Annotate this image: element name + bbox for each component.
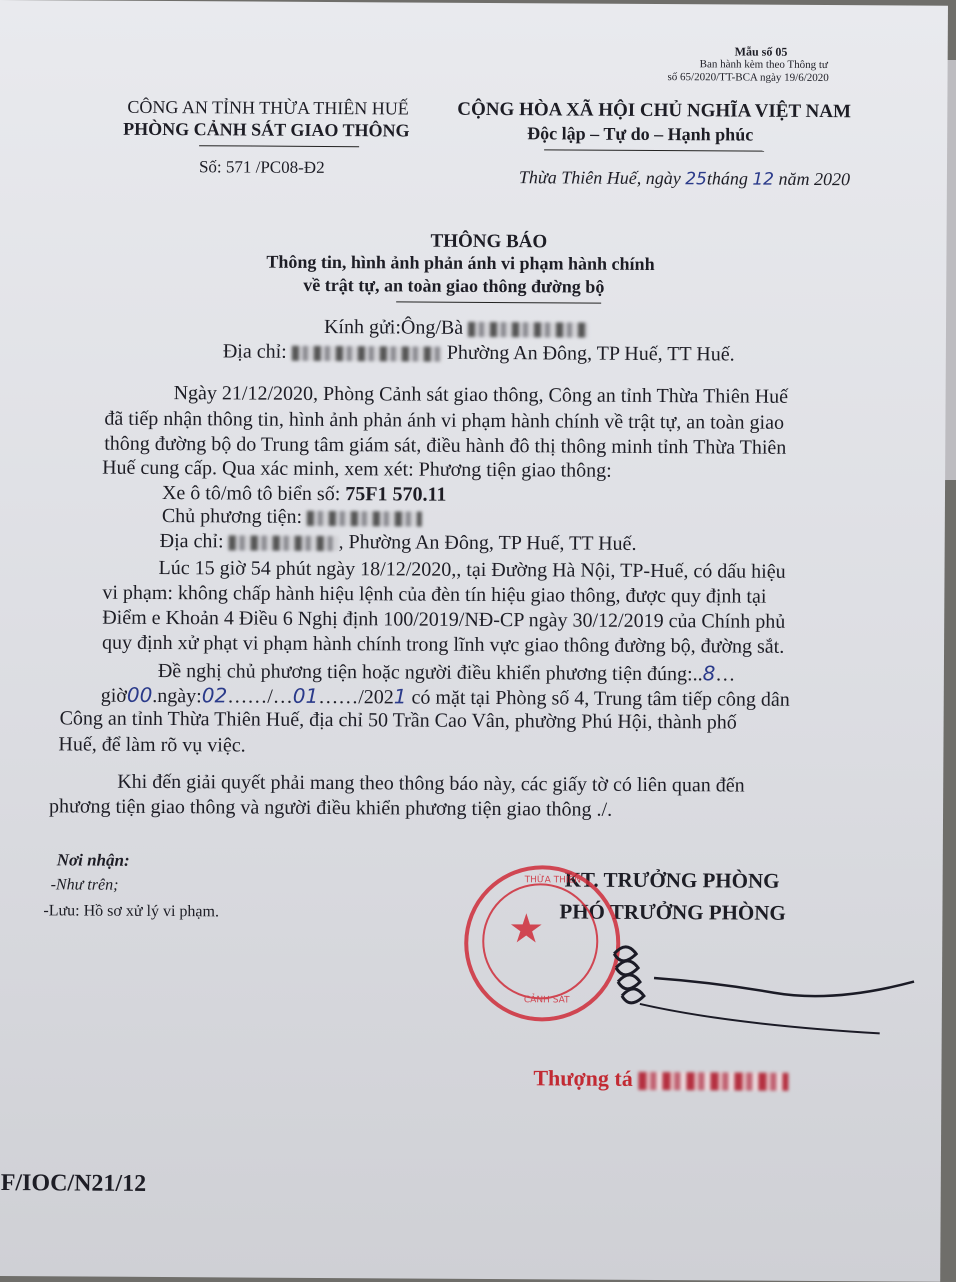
handwritten-month: 12 <box>752 169 775 190</box>
vehicle-plate-line: Xe ô tô/mô tô biển số: 75F1 570.11 <box>161 481 447 506</box>
seal-bottom-text: CẢNH SÁT <box>523 995 570 1006</box>
handwritten-day: 25 <box>685 169 707 190</box>
form-number: Mẫu số 05 <box>734 44 788 59</box>
paragraph-2-line-2: vi phạm: không chấp hành hiệu lệnh của đèn tín hiệu giao thông, được quy định tại <box>102 581 767 608</box>
paragraph-3-line-3: Công an tỉnh Thừa Thiên Huế, địa chỉ 50 Trần Cao Vân, phường Phú Hội, thành phố <box>59 707 737 734</box>
handwritten-appointment-month: 01 <box>292 683 319 708</box>
handwritten-minute: 00 <box>126 682 153 707</box>
handwritten-appointment-year: 1 <box>393 684 407 709</box>
form-issuance-line-2: số 65/2020/TT-BCA ngày 19/6/2020 <box>667 71 829 85</box>
redacted-signer-name <box>638 1072 788 1091</box>
paragraph-4-line-1: Khi đến giải quyết phải mang theo thông báo này, các giấy tờ có liên quan đến <box>117 770 745 797</box>
license-plate: 75F1 570.11 <box>345 483 447 506</box>
recipients-heading: Nơi nhận: <box>56 850 130 870</box>
republic-title: CỘNG HÒA XÃ HỘI CHỦ NGHĨA VIỆT NAM <box>457 98 851 123</box>
notice-subtitle-2: về trật tự, an toàn giao thông đường bộ <box>303 274 605 297</box>
form-issuance-line-1: Ban hành kèm theo Thông tư <box>699 58 828 72</box>
redacted-address <box>292 346 442 362</box>
star-icon: ★ <box>508 906 545 952</box>
paragraph-2-line-1: Lúc 15 giờ 54 phút ngày 18/12/2020,, tại Đường Hà Nội, TP-Huế, có dấu hiệu <box>158 556 786 583</box>
header-underline-left <box>199 145 359 147</box>
title-underline <box>396 301 601 303</box>
paragraph-1-line-2: đã tiếp nhận thông tin, hình ảnh phản ánh vi phạm hành chính về trật tự, an toàn giao <box>104 407 785 434</box>
recipients-item-2: -Lưu: Hồ sơ xử lý vi phạm. <box>43 902 220 921</box>
paragraph-1-line-3: thông đường bộ do Trung tâm giám sát, điều hành đô thị thông minh tỉnh Thừa Thiên <box>104 432 787 459</box>
paragraph-3-line-2: giờ00.ngày:02……/…01……/2021 có mặt tại Phòng số 4, Trung tâm tiếp công dân <box>100 682 790 711</box>
redacted-name <box>468 322 588 338</box>
issue-date: Thừa Thiên Huế, ngày 25tháng 12 năm 2020 <box>518 167 851 190</box>
paragraph-2-line-4: quy định xử phạt vi phạm hành chính trong lĩnh vực giao thông đường bộ, đường sắt. <box>102 631 785 658</box>
paragraph-3-line-4: Huế, để làm rõ vụ việc. <box>58 733 246 757</box>
paragraph-1-line-4: Huế cung cấp. Qua xác minh, xem xét: Phương tiện giao thông: <box>102 456 612 482</box>
signer-title-2: PHÓ TRƯỞNG PHÒNG <box>559 899 786 925</box>
recipients-item-1: -Như trên; <box>50 876 119 894</box>
redacted-owner-address <box>229 535 339 551</box>
national-motto: Độc lập – Tự do – Hạnh phúc <box>527 123 754 145</box>
paragraph-3-line-1: Đề nghị chủ phương tiện hoặc người điều khiển phương tiện đúng:..8… <box>157 659 736 686</box>
document-code: F/IOC/N21/12 <box>0 1170 147 1197</box>
recipient-address: Địa chỉ: Phường An Đông, TP Huế, TT Huế. <box>222 340 735 366</box>
handwritten-hour: 8 <box>702 661 716 686</box>
signer-title-1: KT. TRƯỞNG PHÒNG <box>564 867 780 893</box>
agency-name: CÔNG AN TỈNH THỪA THIÊN HUẾ <box>127 96 409 119</box>
redacted-owner <box>307 511 422 527</box>
paragraph-2-line-3: Điểm e Khoản 4 Điều 6 Nghị định 100/2019/NĐ-CP ngày 30/12/2019 của Chính phủ <box>102 606 786 633</box>
vehicle-owner-line: Chủ phương tiện: <box>162 505 422 530</box>
handwritten-appointment-day: 02 <box>201 683 228 708</box>
owner-address-line: Địa chỉ: , Phường An Đông, TP Huế, TT Huế. <box>159 529 637 555</box>
seal-top-text: THỪA THIÊN <box>524 875 582 886</box>
department-name: PHÒNG CẢNH SÁT GIAO THÔNG <box>123 118 410 141</box>
paragraph-1-line-1: Ngày 21/12/2020, Phòng Cảnh sát giao thông, Công an tỉnh Thừa Thiên Huế <box>173 382 789 408</box>
header-underline-right <box>544 149 764 151</box>
handwritten-signature <box>594 934 925 1046</box>
document-number: Số: 571 /PC08-Đ2 <box>198 157 325 177</box>
paragraph-4-line-2: phương tiện giao thông và người điều khiển phương tiện giao thông ./. <box>49 795 613 821</box>
recipient-line: Kính gửi:Ông/Bà <box>324 316 588 341</box>
notice-title: THÔNG BÁO <box>430 230 548 253</box>
notice-subtitle-1: Thông tin, hình ảnh phản ánh vi phạm hành chính <box>266 251 655 275</box>
signer-rank: Thượng tá <box>533 1065 788 1093</box>
